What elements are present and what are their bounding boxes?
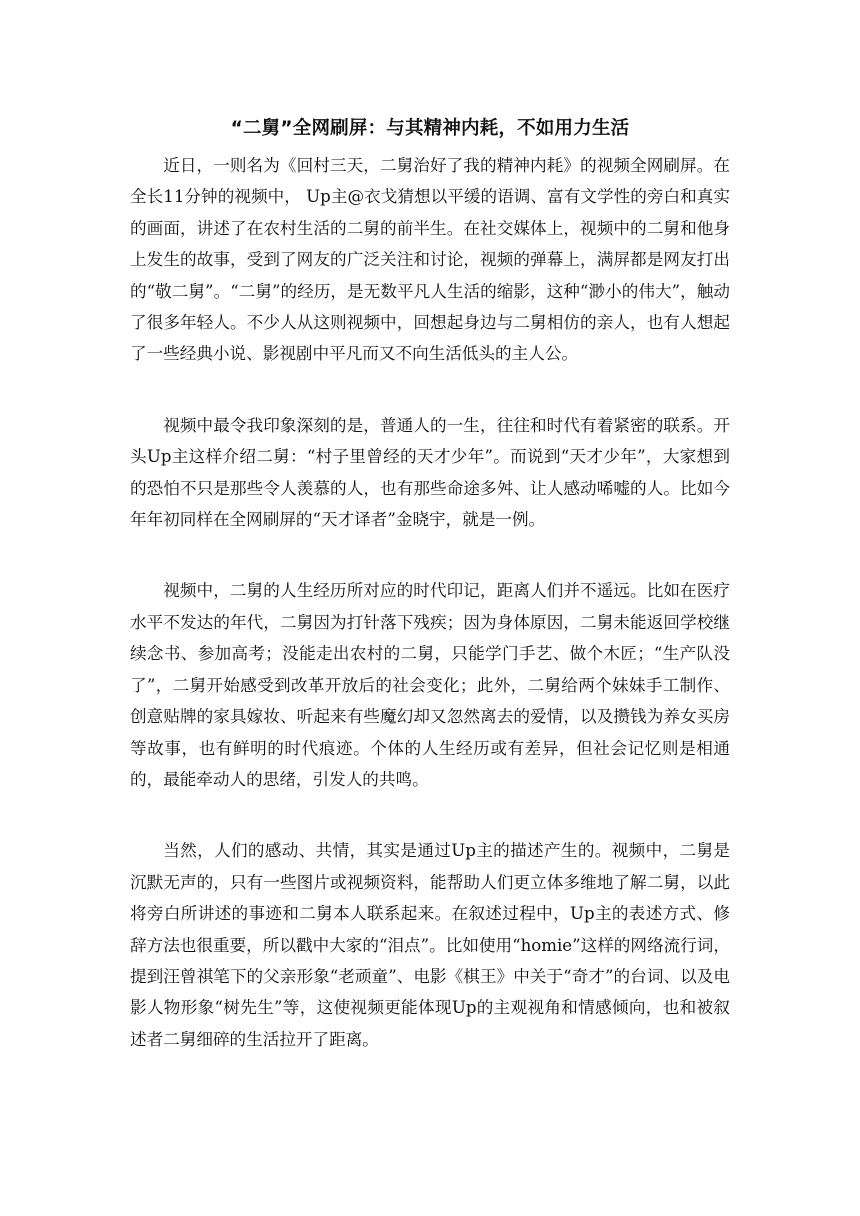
article-body	[130, 150, 730, 1055]
paragraph-2: 视频中最令我印象深刻的是，普通人的一生，往往和时代有着紧密的联系。开头Up主这样介绍二舅：“村子里曾经的天才少年”。而说到“天才少年”，大家想到的恐怕不只是那些令人羡慕的人，也有那些命途多舛、让人感动唏嘘的人。比如今年年初同样在全网刷屏的“天才译者”金晓宇，就是一例。	[130, 415, 730, 530]
article-title: “二舅”全网刷屏：与其精神内耗，不如用力生活	[230, 118, 630, 139]
paragraph-3: 视频中，二舅的人生经历所对应的时代印记，距离人们并不遥远。比如在医疗水平不发达的年代，二舅因为打针落下残疾；因为身体原因，二舅未能返回学校继续念书、参加高考；没能走出农村的二舅，只能学门手艺、做个木匠；“生产队没了”，二舅开始感受到改革开放后的社会变化；此外，二舅给两个妹妹手工制作、创意贴牌的家具嫁妆、听起来有些魔幻却又忽然离去的爱情，以及攒钱为养女买房等故事，也有鲜明的时代痕迹。个体的人生经历或有差异，但社会记忆则是相通的，最能牵动人的思绪，引发人的共鸣。	[130, 581, 730, 789]
paragraph-1: 近日，一则名为《回村三天，二舅治好了我的精神内耗》的视频全网刷屏。在全长11分钟的视频中， Up主@衣戈猜想以平缓的语调、富有文学性的旁白和真实的画面，讲述了在农村生活的二舅的前半生。在社交媒体上，视频中的二舅和他身上发生的故事，受到了网友的广泛关注和讨论，视频的弹幕上，满屏都是网友打出的“敬二舅”。“二舅”的经历，是无数平凡人生活的缩影，这种“渺小的伟大”，触动了很多年轻人。不少人从这则视频中，回想起身边与二舅相仿的亲人，也有人想起了一些经典小说、影视剧中平凡而又不向生活低头的主人公。	[130, 156, 730, 364]
paragraph-4: 当然，人们的感动、共情，其实是通过Up主的描述产生的。视频中，二舅是沉默无声的，只有一些图片或视频资料，能帮助人们更立体多维地了解二舅，以此将旁白所讲述的事迹和二舅本人联系起来。在叙述过程中，Up主的表述方式、修辞方法也很重要，所以戳中大家的“泪点”。比如使用“homie”这样的网络流行词，提到汪曾祺笔下的父亲形象“老顽童”、电影《棋王》中关于“奇才”的台词、以及电影人物形象“树先生”等，这使视频更能体现Up的主观视角和情感倾向，也和被叙述者二舅细碎的生活拉开了距离。	[130, 841, 730, 1049]
